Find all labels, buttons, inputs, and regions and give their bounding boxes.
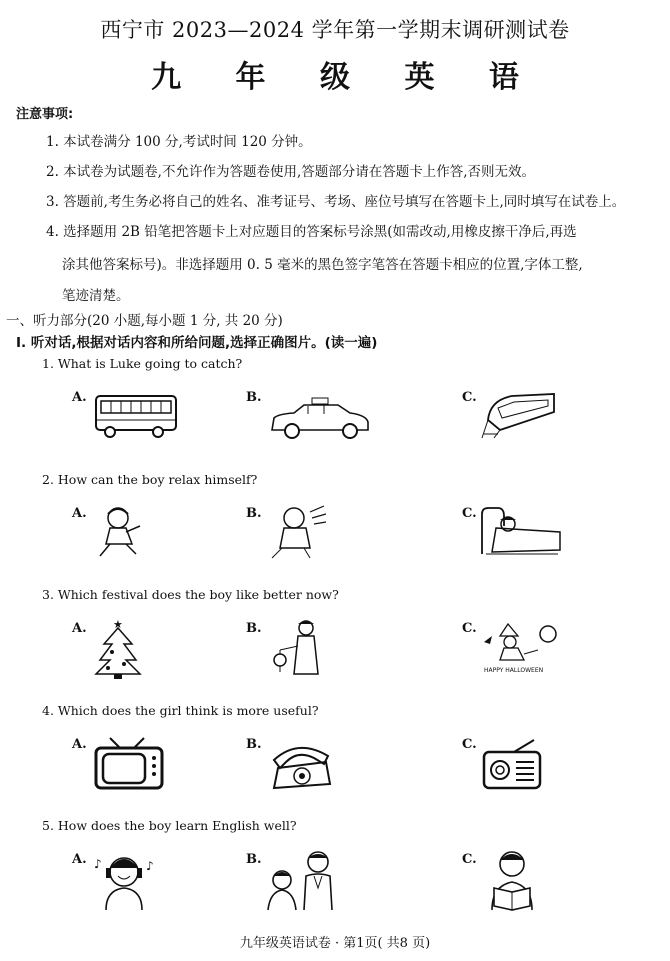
- option-b[interactable]: B.: [246, 737, 262, 752]
- option-b[interactable]: B.: [246, 506, 262, 521]
- question-3: 3. Which festival does the boy like better now?: [42, 587, 339, 602]
- question-4: 4. Which does the girl think is more useful?: [42, 703, 319, 718]
- halloween-text: HAPPY HALLOWEEN: [484, 667, 544, 674]
- option-c[interactable]: C.: [462, 621, 477, 636]
- telephone-icon: [268, 738, 334, 792]
- page-footer: 九年级英语试卷 · 第1页( 共8 页): [239, 936, 431, 951]
- radio-icon: [482, 738, 544, 792]
- svg-text:♪: ♪: [94, 857, 102, 871]
- svg-text:♪: ♪: [146, 859, 154, 873]
- boy-reading-icon: [480, 848, 546, 912]
- subject-title: 九 年 级 英 语: [151, 60, 541, 95]
- notice-item-3: 3. 答题前,考生务必将自己的姓名、准考证号、考场、座位号填写在答题卡上,同时填写在试卷上。: [46, 194, 626, 210]
- lantern-boy-icon: [262, 618, 332, 680]
- option-b[interactable]: B.: [246, 390, 262, 405]
- option-b[interactable]: B.: [246, 621, 262, 636]
- bus-icon: [94, 394, 178, 440]
- exam-title: 西宁市 2023—2024 学年第一学期末调研测试卷: [100, 18, 570, 42]
- option-a[interactable]: A.: [72, 506, 87, 521]
- tv-icon: [94, 736, 166, 792]
- christmas-tree-icon: [94, 618, 142, 680]
- svg-text:★: ★: [113, 618, 123, 631]
- boy-headphones-icon: [92, 850, 158, 912]
- option-c[interactable]: C.: [462, 506, 477, 521]
- section-title: 一、听力部分(20 小题,每小题 1 分, 共 20 分): [6, 313, 283, 329]
- people-talking-icon: [266, 848, 346, 912]
- option-a[interactable]: A.: [72, 390, 87, 405]
- notice-item-1: 1. 本试卷满分 100 分,考试时间 120 分钟。: [46, 134, 312, 150]
- question-1: 1. What is Luke going to catch?: [42, 356, 243, 371]
- notice-item-4-cont: 涂其他答案标号)。非选择题用 0. 5 毫米的黑色签字笔答在答题卡相应的位置,字体工整,: [62, 257, 583, 273]
- taxi-icon: [268, 396, 372, 442]
- option-c[interactable]: C.: [462, 390, 477, 405]
- option-a[interactable]: A.: [72, 621, 87, 636]
- notice-item-4: 4. 选择题用 2B 铅笔把答题卡上对应题目的答案标号涂黑(如需改动,用橡皮擦干净后,再选: [46, 224, 577, 240]
- notice-item-2: 2. 本试卷为试题卷,不允许作为答题卷使用,答题部分请在答题卡上作答,否则无效。: [46, 164, 536, 180]
- boy-sleeping-icon: [478, 504, 562, 560]
- train-icon: [478, 390, 558, 440]
- option-c[interactable]: C.: [462, 737, 477, 752]
- option-b[interactable]: B.: [246, 852, 262, 867]
- option-a[interactable]: A.: [72, 737, 87, 752]
- question-5: 5. How does the boy learn English well?: [42, 818, 297, 833]
- notice-heading: 注意事项:: [16, 107, 74, 122]
- boy-running-icon: [96, 506, 146, 560]
- notice-item-4-cont-2: 笔迹清楚。: [62, 288, 130, 304]
- halloween-icon: [478, 620, 562, 680]
- option-c[interactable]: C.: [462, 852, 477, 867]
- question-2: 2. How can the boy relax himself?: [42, 472, 258, 487]
- boy-singing-icon: [268, 504, 328, 560]
- option-a[interactable]: A.: [72, 852, 87, 867]
- part-instruction: Ⅰ. 听对话,根据对话内容和所给问题,选择正确图片。(读一遍): [16, 335, 378, 351]
